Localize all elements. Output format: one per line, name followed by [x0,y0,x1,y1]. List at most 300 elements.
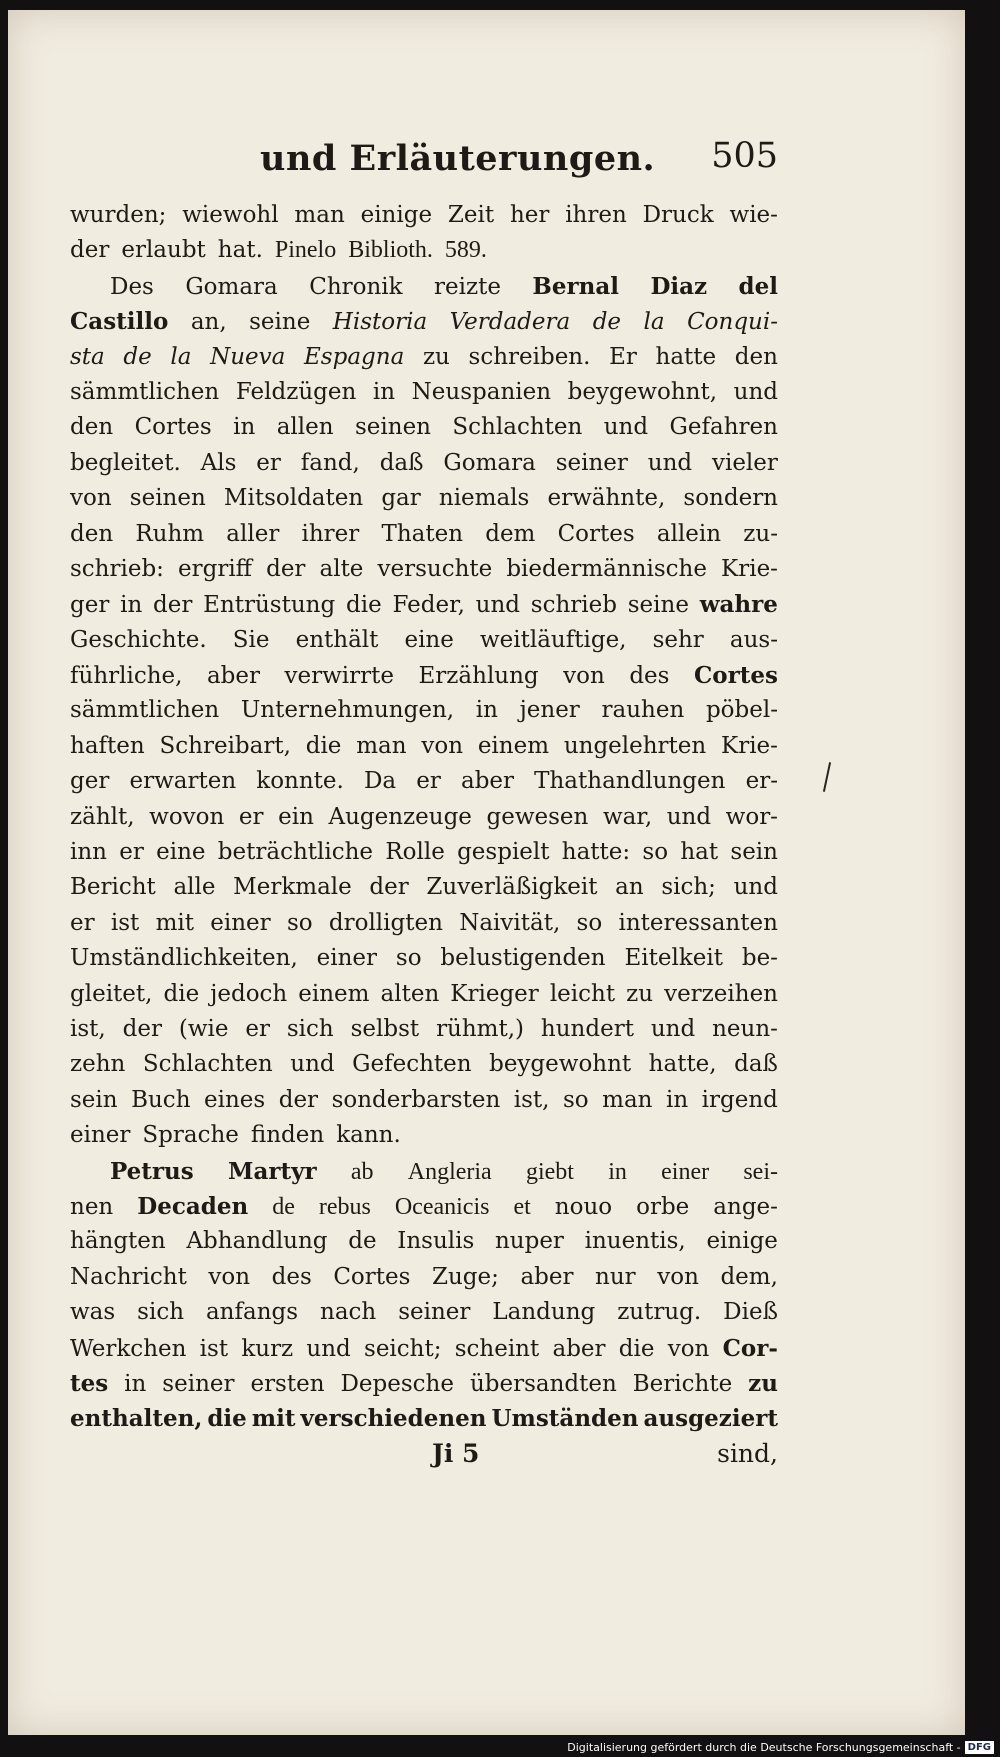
text-line [70,1224,778,1259]
word: ungelehrten [563,732,707,759]
word: Dieß [723,1299,778,1326]
word: hat [680,839,719,866]
word: einige [360,202,433,228]
word: Gefahren [669,414,778,441]
text-line [70,658,778,693]
word: einer [316,945,378,972]
word: Decaden [137,1192,249,1220]
word: Abhandlung [186,1228,328,1255]
word: Cor- [722,1334,778,1362]
word: daß [379,449,424,476]
word: Als [200,449,237,476]
word: inn [70,839,107,866]
word: einem [477,732,550,759]
word: belustigenden [440,945,606,972]
word: von [563,663,605,690]
word: ange- [713,1193,778,1220]
word: sei- [743,1158,778,1185]
word: einem [298,980,370,1007]
word: was [70,1299,116,1326]
page-header [70,132,778,198]
text-line [70,729,778,764]
word: die [618,1335,655,1362]
word: Diaz [650,272,708,300]
word: irgend [701,1086,778,1113]
word: Sie [232,626,270,653]
word: mit [251,1405,296,1433]
book-page [8,10,965,1735]
word: jener [519,697,580,724]
word: war, [602,803,653,830]
word: Buch [131,1086,191,1113]
word: Thaten [381,520,464,547]
word: von [657,1263,699,1290]
text-line [70,552,778,587]
word: (wie [178,1015,229,1042]
word: Entrüstung [203,592,336,619]
word: kurz [241,1335,294,1362]
word: ist [110,909,140,936]
word: et [513,1193,531,1220]
word: den [70,520,114,547]
word: er [70,909,95,936]
word: de [592,309,622,336]
word: schrieb [530,592,617,619]
word: aus- [729,626,778,653]
text-line [70,800,778,835]
word: verzeihen [664,980,778,1007]
word: Krie- [721,555,778,582]
word: ausgeziert [643,1405,778,1433]
text-line [70,1366,778,1401]
word: er [256,449,281,476]
word: fand, [300,449,360,476]
word: und [306,1335,351,1362]
word: wiewohl [182,202,279,228]
word: Biblioth. [348,237,433,264]
word: Rolle [385,839,445,866]
word: hängten [70,1228,166,1255]
word: Bericht [70,874,156,901]
word: Geschichte. [70,626,207,653]
word: zählt, [70,803,135,830]
word: Druck [642,202,714,228]
text-line [70,906,778,941]
word: anfangs [205,1299,299,1326]
word: Gomara [443,449,536,476]
word: Depesche [340,1370,454,1397]
word: Cortes [333,1263,411,1290]
word: so [286,909,313,936]
word: ist [199,1335,229,1362]
word: von [667,1335,710,1362]
word: dem [485,520,536,547]
word: hundert [540,1015,634,1042]
word: erwähnte, [547,485,666,512]
word: Sprache [142,1122,239,1149]
word: Krie- [721,732,778,759]
word: Zuge; [431,1263,499,1290]
word: und [650,1015,696,1042]
word: wor- [725,803,778,830]
word: Neuspanien [411,378,552,405]
word: er [119,839,144,866]
word: Zuverläßigkeit [426,874,598,901]
word: eines [204,1086,266,1113]
text-line [70,1260,778,1295]
word: Mitsoldaten [223,485,364,512]
word: leicht [549,980,616,1007]
word: seiner [162,1370,235,1397]
word: man [294,202,345,228]
signature-mark: Ji 5 [432,1438,480,1468]
word: einer [70,1122,131,1149]
text-line [70,941,778,976]
word: schrieb: [70,555,164,582]
word: aber [206,663,261,690]
word: einer [210,909,271,936]
word: an, [190,309,227,336]
word: der [369,874,409,901]
word: aber [520,1263,574,1290]
word: und [475,592,521,619]
text-line [70,870,778,905]
word: jedoch [210,980,288,1007]
word: und [647,449,693,476]
word: haften [70,732,145,759]
word: eine [156,839,206,866]
word: er [416,768,441,795]
word: so [642,839,669,866]
word: Naivität, [459,909,561,936]
catchword: sind, [717,1438,778,1468]
word: zu [748,1369,778,1397]
word: la [643,309,665,336]
word: sämmtlichen [70,378,220,405]
word: und [733,378,778,405]
word: Schlachten [142,1051,273,1078]
margin-pencil-mark [823,762,831,792]
word: gespielt [457,839,550,866]
word: zehn [70,1051,126,1078]
word: reizte [434,273,501,300]
word: schreiben. [468,343,591,370]
word: ist, [513,1086,550,1113]
word: Gomara [185,273,278,300]
word: und [603,414,649,441]
word: wovon [149,803,225,830]
page-footer [70,1439,778,1479]
text-line [70,1012,778,1047]
word: orbe [636,1193,690,1220]
word: seine [627,592,689,619]
word: Angleria [407,1158,492,1185]
text-line [70,410,778,445]
word: aber [460,768,515,795]
word: Des [110,273,154,300]
word: sondern [683,485,778,512]
word: ein [278,803,314,830]
text-line [70,446,778,481]
word: be- [741,945,778,972]
word: seinen [354,414,431,441]
text-line [70,1331,778,1366]
text-line [70,835,778,870]
word: den [734,343,778,370]
word: seinen [129,485,206,512]
word: selbst [350,1015,420,1042]
word: hatte: [561,839,631,866]
word: tes [70,1369,109,1397]
word: Werkchen [70,1335,187,1362]
word: alten [380,980,440,1007]
word: Umständen [491,1405,639,1433]
word: Da [363,768,397,795]
word: Cortes [134,414,212,441]
word: und [733,874,778,901]
word: so [395,945,422,972]
word: der [122,1015,162,1042]
word: ihrer [301,520,360,547]
credit-text: Digitalisierung gefördert durch die Deutsche Forschungsgemeinschaft - [567,1740,961,1754]
word: sta [70,343,105,370]
word: niemals [438,485,530,512]
word: interessanten [618,909,778,936]
word: sein [70,1086,118,1113]
word: rühmt,) [436,1015,525,1042]
word: in [124,1370,147,1397]
word: Insulis [397,1228,475,1255]
word: in [233,414,256,441]
text-line [70,375,778,410]
word: sich; [661,874,716,901]
word: inuentis, [584,1228,686,1255]
text-line [70,1154,778,1189]
text-line [70,1295,778,1330]
word: Merkmale [233,874,352,901]
word: de [348,1228,377,1255]
word: Nueva [210,343,286,370]
word: Bernal [532,272,619,300]
word: allen [276,414,334,441]
text-line [70,977,778,1012]
word: verschiedenen [300,1405,487,1433]
word: der [153,592,193,619]
word: Feldzügen [235,378,357,405]
word: seicht; [364,1335,442,1362]
word: Feder, [392,592,465,619]
word: alle [173,874,216,901]
word: pöbel- [705,697,778,724]
word: Conqui- [687,309,778,336]
word: man [356,732,407,759]
word: Ruhm [135,520,205,547]
word: Erzählung [418,663,539,690]
word: in [120,592,143,619]
word: Castillo [70,308,169,336]
word: die [207,1405,247,1433]
word: zu [626,980,654,1007]
word: gewesen [486,803,589,830]
word: verwirrte [284,663,395,690]
word: wurden; [70,202,167,228]
word: des [629,663,670,690]
word: die [305,732,342,759]
word: Er [609,343,637,370]
word: er [245,1015,270,1042]
word: Thathandlungen [534,768,726,795]
word: Cortes [557,520,635,547]
word: nuper [494,1228,564,1255]
word: der [70,237,110,264]
word: scheint [454,1335,540,1362]
word: in [475,697,498,724]
word: von [208,1263,251,1290]
word: gleitet, [70,980,153,1007]
word: la [170,343,192,370]
word: Cortes [693,662,778,690]
word: alte [319,555,364,582]
word: er- [745,768,778,795]
word: neun- [712,1015,778,1042]
word: der [278,1086,319,1113]
word: nouo [554,1193,613,1220]
word: Chronik [309,273,403,300]
text-line [70,304,778,339]
word: versuchte [377,555,493,582]
text-line [70,1118,778,1153]
word: Oceanicis [394,1193,490,1220]
word: sich [137,1299,185,1326]
word: nach [320,1299,377,1326]
word: sonderbarsten [331,1086,501,1113]
word: ersten [250,1370,325,1397]
word: so [562,1086,589,1113]
word: die [163,980,200,1007]
word: seiner [398,1299,471,1326]
word: enthalten, [70,1405,203,1433]
word: von [70,485,112,512]
word: begleitet. [70,449,181,476]
page-number: 505 [711,136,778,176]
text-line [70,198,778,233]
word: Berichte [632,1370,733,1397]
word: beygewohnt [489,1051,632,1078]
word: del [738,272,778,300]
word: sehr [652,626,704,653]
word: man [602,1086,653,1113]
word: dem, [720,1263,778,1290]
word: in [608,1158,627,1185]
word: nen [70,1193,114,1220]
word: ger [70,592,110,619]
text-line [70,1047,778,1082]
word: drolligten [328,909,443,936]
word: eine [404,626,454,653]
word: zu- [743,520,778,547]
word: so [576,909,603,936]
word: Krieger [450,980,539,1007]
word: Unternehmungen, [240,697,455,724]
dfg-logo: DFG [965,1741,994,1754]
text-line [70,269,778,304]
text-line [70,1083,778,1118]
word: Martyr [227,1157,317,1185]
word: erlaubt [121,237,206,264]
word: hat. [217,237,263,264]
word: ist, [70,1015,106,1042]
word: Schreibart, [159,732,291,759]
body-text [70,198,778,1437]
running-title: und Erläuterungen. [260,138,656,179]
word: weitläuftige, [479,626,627,653]
word: wie- [729,202,778,228]
word: allein [656,520,722,547]
text-line [70,1189,778,1224]
word: zu [422,343,450,370]
word: in [372,378,396,405]
word: vieler [711,449,778,476]
word: ergriff [178,555,253,582]
word: der [266,555,306,582]
word: einer [661,1158,710,1185]
text-line [70,693,778,728]
word: führliche, [70,663,183,690]
word: einige [706,1228,778,1255]
text-line [70,517,778,552]
word: Petrus [110,1157,194,1185]
word: daß [734,1051,778,1078]
word: wahre [699,591,778,619]
word: Umständlichkeiten, [70,945,298,972]
word: gar [381,485,421,512]
text-line [70,233,778,268]
word: Landung [492,1299,596,1326]
word: ger [70,768,110,795]
word: Gefechten [352,1051,472,1078]
word: die [345,592,382,619]
word: des [271,1263,312,1290]
word: hatte, [648,1051,717,1078]
word: sein [730,839,778,866]
word: mit [155,909,194,936]
word: seine [249,309,311,336]
word: de [272,1193,295,1220]
word: finden [250,1122,325,1149]
word: de [123,343,152,370]
word: nur [595,1263,636,1290]
word: an [615,874,644,901]
word: her [509,202,550,228]
page-content [70,132,778,1479]
word: seiner [555,449,628,476]
word: und [666,803,712,830]
word: konnte. [256,768,344,795]
word: aller [226,520,280,547]
word: von [421,732,464,759]
word: erwarten [129,768,237,795]
word: sämmtlichen [70,697,220,724]
word: Eitelkeit [624,945,723,972]
word: in [665,1086,689,1113]
text-line [70,764,778,799]
word: rauhen [601,697,685,724]
word: hatte [655,343,717,370]
word: Pinelo [274,237,337,264]
word: zutrug. [617,1299,702,1326]
word: kann. [336,1122,401,1149]
text-line [70,481,778,516]
